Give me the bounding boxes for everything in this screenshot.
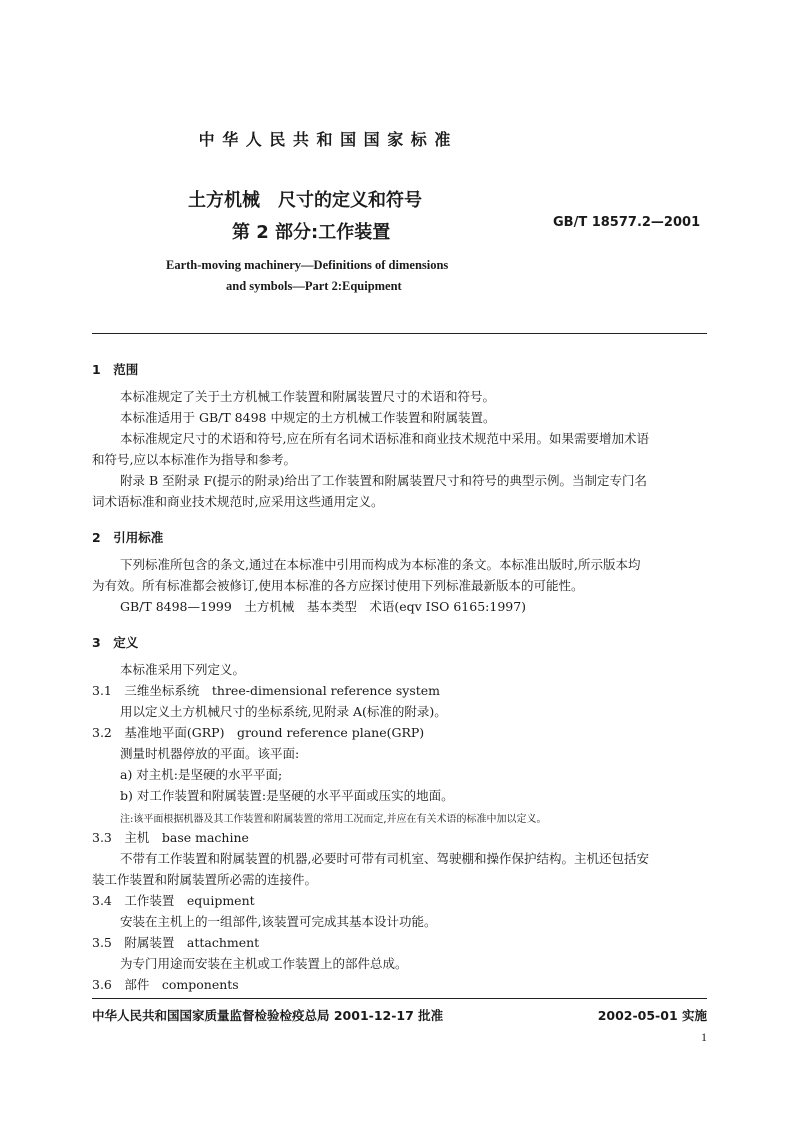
definition-3-1-text: 用以定义土方机械尺寸的坐标系统,见附录 A(标准的附录)。 xyxy=(120,704,447,719)
s1-paragraph-3-line-2: 和符号,应以本标准作为指导和参考。 xyxy=(92,452,296,467)
page-number: 1 xyxy=(701,1030,707,1044)
definition-3-1-title: 3.1 三维坐标系统 three-dimensional reference system xyxy=(92,683,441,698)
s1-paragraph-3-line-1: 本标准规定尺寸的术语和符号,应在所有名词术语标准和商业技术规范中采用。如果需要增加术语 xyxy=(120,431,649,446)
definition-3-6-title: 3.6 部件 components xyxy=(92,977,239,992)
english-title-line-2: and symbols—Part 2:Equipment xyxy=(226,279,402,293)
definition-3-2-title: 3.2 基准地平面(GRP) ground reference plane(GRP) xyxy=(92,725,425,740)
section-3-heading: 3 定义 xyxy=(92,635,139,650)
title-line-1: 土方机械 尺寸的定义和符号 xyxy=(188,190,422,211)
definition-3-3-text-line-1: 不带有工作装置和附属装置的机器,必要时可带有司机室、驾驶棚和操作保护结构。主机还包括安 xyxy=(120,851,649,866)
definition-3-4-text: 安装在主机上的一组部件,该装置可完成其基本设计功能。 xyxy=(120,914,437,929)
s3-intro: 本标准采用下列定义。 xyxy=(120,662,246,677)
section-1-heading: 1 范围 xyxy=(92,362,139,377)
national-standard-heading: 中 华 人 民 共 和 国 国 家 标 准 xyxy=(198,130,452,149)
definition-3-2-item-b: b) 对工作装置和附属装置:是坚硬的水平平面或压实的地面。 xyxy=(120,788,454,803)
s1-paragraph-2: 本标准适用于 GB/T 8498 中规定的土方机械工作装置和附属装置。 xyxy=(120,410,496,425)
s2-paragraph-line-2: 为有效。所有标准都会被修订,使用本标准的各方应探讨使用下列标准最新版本的可能性。 xyxy=(92,578,584,593)
english-title-line-1: Earth-moving machinery—Definitions of dimensions xyxy=(166,258,449,272)
definition-3-5-text: 为专门用途而安装在主机或工作装置上的部件总成。 xyxy=(120,956,408,971)
footer-divider xyxy=(92,998,707,999)
definition-3-4-title: 3.4 工作装置 equipment xyxy=(92,893,255,908)
s2-reference: GB/T 8498—1999 土方机械 基本类型 术语(eqv ISO 6165:1997) xyxy=(120,599,527,614)
definition-3-3-title: 3.3 主机 base machine xyxy=(92,830,249,845)
section-2-heading: 2 引用标准 xyxy=(92,530,164,545)
effective-date: 2002-05-01 实施 xyxy=(597,1008,707,1023)
issuing-authority: 中华人民共和国国家质量监督检验检疫总局 2001-12-17 批准 xyxy=(92,1008,444,1023)
s2-paragraph-line-1: 下列标准所包含的条文,通过在本标准中引用而构成为本标准的条文。本标准出版时,所示版本均 xyxy=(120,557,641,572)
standard-number: GB/T 18577.2—2001 xyxy=(553,215,701,230)
definition-3-5-title: 3.5 附属装置 attachment xyxy=(92,935,260,950)
definition-3-2-text: 测量时机器停放的平面。该平面: xyxy=(120,746,300,761)
title-line-2: 第 2 部分:工作装置 xyxy=(232,222,391,243)
definition-3-2-item-a: a) 对主机:是坚硬的水平平面; xyxy=(120,767,283,782)
s1-paragraph-1: 本标准规定了关于土方机械工作装置和附属装置尺寸的术语和符号。 xyxy=(120,389,496,404)
header-divider xyxy=(92,333,707,334)
definition-3-3-text-line-2: 装工作装置和附属装置所必需的连接件。 xyxy=(92,872,318,887)
s1-paragraph-4-line-2: 词术语标准和商业技术规范时,应采用这些通用定义。 xyxy=(92,494,384,509)
definition-3-2-note: 注:该平面根据机器及其工作装置和附属装置的常用工况而定,并应在有关术语的标准中加以定义。 xyxy=(120,814,547,825)
s1-paragraph-4-line-1: 附录 B 至附录 F(提示的附录)给出了工作装置和附属装置尺寸和符号的典型示例。当制定专门名 xyxy=(120,473,648,488)
